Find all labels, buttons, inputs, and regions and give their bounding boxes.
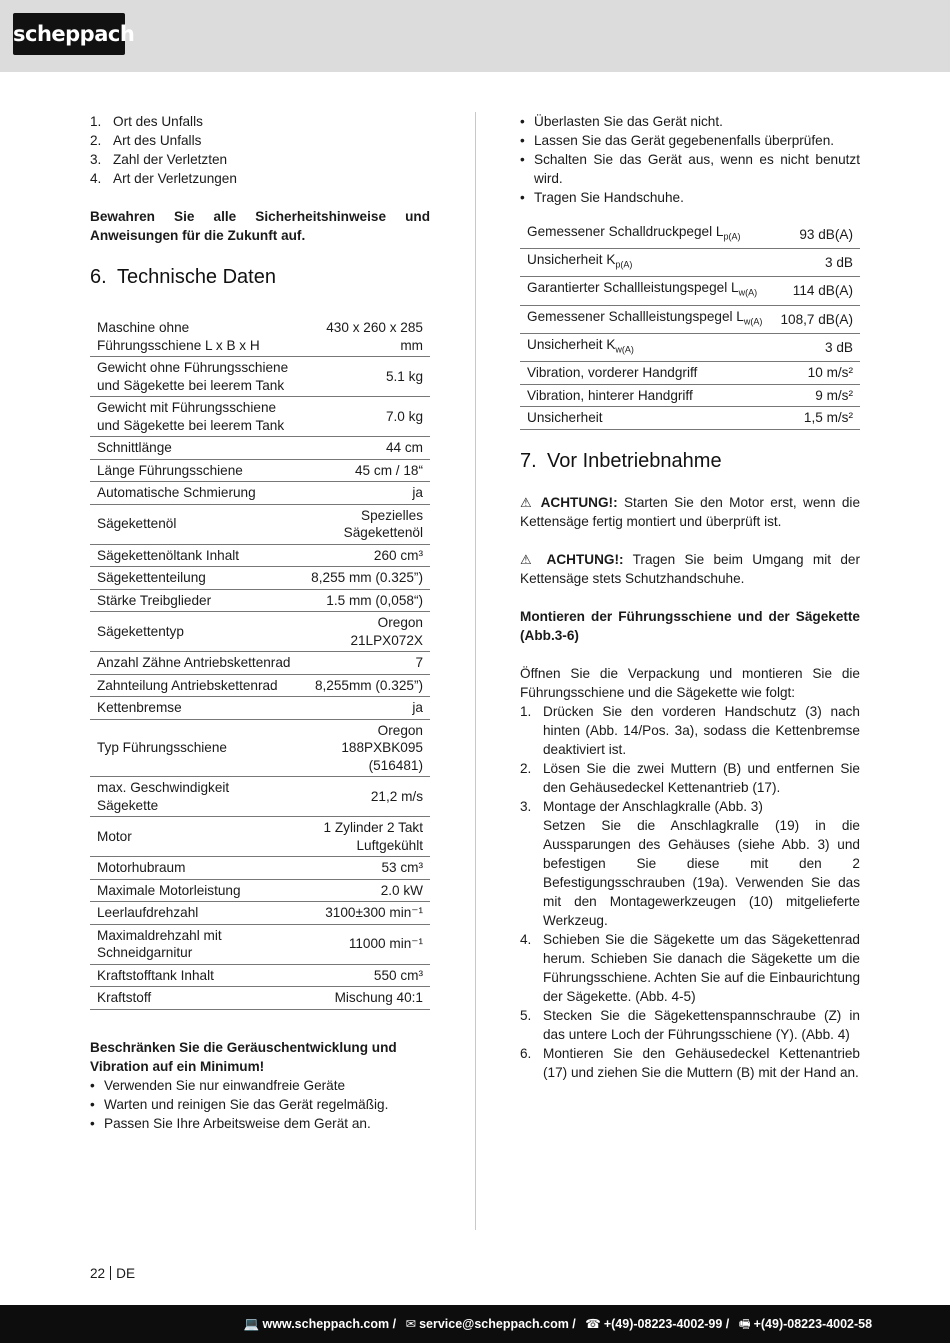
list-item: 4. Schieben Sie die Sägekette um das Sägekettenrad herum. Schieben Sie danach die Sägekette um die Führungsschiene. Achten Sie auf die Einbaurichtung der Sägekette. (Abb. 4-5) bbox=[520, 931, 860, 1004]
table-row: Vibration, hinterer Handgriff 9 m/s² bbox=[520, 384, 860, 407]
table-row: Vibration, vorderer Handgriff 10 m/s² bbox=[520, 362, 860, 385]
table-row: Maximale Motorleistung 2.0 kW bbox=[90, 879, 430, 902]
table-row: Gewicht ohne Führungsschiene und Sägekette bei leerem Tank 5.1 kg bbox=[90, 357, 430, 397]
table-row: Motorhubraum 53 cm³ bbox=[90, 857, 430, 880]
list-item: • Warten und reinigen Sie das Gerät regelmäßig. bbox=[90, 1095, 430, 1114]
list-item: 6. Montieren Sie den Gehäusedeckel Kettenantrieb (17) und ziehen Sie die Muttern (B) mit der Hand an. bbox=[520, 1045, 860, 1080]
right-column bbox=[520, 112, 860, 1082]
table-row: Maschine ohne Führungsschiene L x B x H 430 x 260 x 285 mm bbox=[90, 307, 430, 357]
list-item: • Lassen Sie das Gerät gegebenenfalls überprüfen. bbox=[520, 131, 860, 150]
list-item: • Verwenden Sie nur einwandfreie Geräte bbox=[90, 1076, 430, 1095]
phone-icon: ☎ bbox=[585, 1317, 601, 1331]
warning-icon: ⚠ bbox=[520, 494, 535, 510]
table-row: Gewicht mit Führungsschiene und Sägekette bei leerem Tank 7.0 kg bbox=[90, 397, 430, 437]
warning-note: ⚠ ACHTUNG!: Starten Sie den Motor erst, wenn die Kettensäge fertig montiert und überprüft ist. bbox=[520, 494, 861, 529]
footer-contact-bar bbox=[0, 1305, 950, 1343]
noise-vibration-table bbox=[520, 221, 860, 430]
table-row: Kraftstofftank Inhalt 550 cm³ bbox=[90, 964, 430, 987]
table-row: Sägekettenteilung 8,255 mm (0.325”) bbox=[90, 567, 430, 590]
list-item: 5. Stecken Sie die Sägekettenspannschraube (Z) in das untere Loch der Führungsschiene (Y). (Abb. 4) bbox=[520, 1007, 860, 1042]
website-link[interactable]: www.scheppach.com / bbox=[262, 1317, 397, 1331]
mount-intro: Öffnen Sie die Verpackung und montieren Sie die Führungsschiene und die Sägekette wie folgt: bbox=[520, 665, 860, 700]
noise-heading: Beschränken Sie die Geräuschentwicklung und Vibration auf ein Minimum! bbox=[90, 1039, 397, 1074]
section-7-title: 7. Vor Inbetriebnahme bbox=[520, 449, 722, 472]
table-row: Gemessener Schallleistungspegel $L_{w(A)}$ 108,7 dB(A) bbox=[520, 305, 860, 333]
header-bar bbox=[0, 0, 950, 72]
table-row: Typ Führungsschiene Oregon 188PXBK095 (516481) bbox=[90, 719, 430, 777]
noise-tips-list bbox=[90, 1076, 430, 1133]
list-item: 3. Zahl der Verletzten bbox=[90, 152, 228, 167]
fax-icon: 🖷 bbox=[738, 1317, 751, 1331]
table-row: Unsicherheit 1,5 m/s² bbox=[520, 407, 860, 430]
table-row: Maximaldrehzahl mit Schneidgarnitur 11000 min⁻¹ bbox=[90, 924, 430, 964]
keep-instructions-note: Bewahren Sie alle Sicherheitshinweise und Anweisungen für die Zukunft auf. bbox=[90, 209, 430, 243]
mount-heading: Montieren der Führungsschiene und der Sägekette (Abb.3-6) bbox=[520, 608, 860, 643]
scheppach-logo: scheppach bbox=[13, 13, 125, 55]
table-row: Länge Führungsschiene 45 cm / 18“ bbox=[90, 459, 430, 482]
technical-data-table bbox=[90, 307, 430, 1010]
list-item: 2. Art des Unfalls bbox=[90, 133, 202, 148]
left-column bbox=[90, 112, 430, 1133]
table-row: Automatische Schmierung ja bbox=[90, 482, 430, 505]
computer-icon: 💻 bbox=[243, 1317, 260, 1331]
list-item: 1. Ort des Unfalls bbox=[90, 114, 203, 129]
table-row: Motor 1 Zylinder 2 Takt Luftgekühlt bbox=[90, 817, 430, 857]
accident-list bbox=[90, 112, 430, 188]
table-row: Sägekettenöltank Inhalt 260 cm³ bbox=[90, 544, 430, 567]
table-row: Sägekettentyp Oregon 21LPX072X bbox=[90, 612, 430, 652]
list-item: • Passen Sie Ihre Arbeitsweise dem Gerät an. bbox=[90, 1114, 430, 1133]
fax-number: +(49)-08223-4002-58 bbox=[753, 1317, 873, 1331]
list-item: 4. Art der Verletzungen bbox=[90, 171, 237, 186]
column-divider bbox=[475, 112, 476, 1230]
table-row: Anzahl Zähne Antriebskettenrad 7 bbox=[90, 652, 430, 675]
list-item: • Überlasten Sie das Gerät nicht. bbox=[520, 112, 860, 131]
device-care-list bbox=[520, 112, 860, 207]
list-item: 1. Drücken Sie den vorderen Handschutz (3) nach hinten (Abb. 14/Pos. 3a), sodass die Kettenbremse deaktiviert ist. bbox=[520, 703, 860, 757]
warning-note: ⚠ ACHTUNG!: Tragen Sie beim Umgang mit der Kettensäge stets Schutzhandschuhe. bbox=[520, 551, 860, 586]
table-row: Unsicherheit $K_{w(A)}$ 3 dB bbox=[520, 333, 860, 361]
section-6-title: 6. Technische Daten bbox=[90, 266, 276, 288]
phone-number: +(49)-08223-4002-99 / bbox=[603, 1317, 730, 1331]
table-row: Garantierter Schallleistungspegel $L_{w(A)}$ 114 dB(A) bbox=[520, 277, 860, 305]
email-icon: ✉ bbox=[405, 1317, 417, 1331]
list-item: 3. Montage der Anschlagkralle (Abb. 3) Setzen Sie die Anschlagkralle (19) in die Aussparungen des Gehäuses (siehe Abb. 3) und befestigen Sie diese mit den 2 Befestigungsschrauben (19a). Verwenden Sie das mit den Montagewerkzeugen (10) mitgelieferte Werkzeug. bbox=[520, 798, 860, 928]
list-item: • Schalten Sie das Gerät aus, wenn es nicht benutzt wird. bbox=[520, 150, 860, 188]
table-row: Stärke Treibglieder 1.5 mm (0,058“) bbox=[90, 589, 430, 612]
email-link[interactable]: service@scheppach.com / bbox=[419, 1317, 576, 1331]
warning-icon: ⚠ bbox=[520, 551, 538, 567]
table-row: Leerlaufdrehzahl 3100±300 min⁻¹ bbox=[90, 902, 430, 925]
table-row: Kettenbremse ja bbox=[90, 697, 430, 720]
mount-steps-list bbox=[520, 702, 860, 1082]
table-row: Gemessener Schalldruckpegel $L_{p(A)}$ 93 dB(A) bbox=[520, 221, 860, 249]
table-row: Kraftstoff Mischung 40:1 bbox=[90, 987, 430, 1010]
table-row: Schnittlänge 44 cm bbox=[90, 437, 430, 460]
table-row: max. Geschwindigkeit Sägekette 21,2 m/s bbox=[90, 777, 430, 817]
page-number: 22 DE bbox=[90, 1266, 136, 1281]
list-item: 2. Lösen Sie die zwei Muttern (B) und entfernen Sie den Gehäusedeckel Kettenantrieb (17). bbox=[520, 760, 860, 795]
table-row: Unsicherheit $K_{p(A)}$ 3 dB bbox=[520, 249, 860, 277]
table-row: Zahnteilung Antriebskettenrad 8,255mm (0.325”) bbox=[90, 674, 430, 697]
table-row: Sägekettenöl Spezielles Sägekettenöl bbox=[90, 504, 430, 544]
list-item: • Tragen Sie Handschuhe. bbox=[520, 188, 860, 207]
